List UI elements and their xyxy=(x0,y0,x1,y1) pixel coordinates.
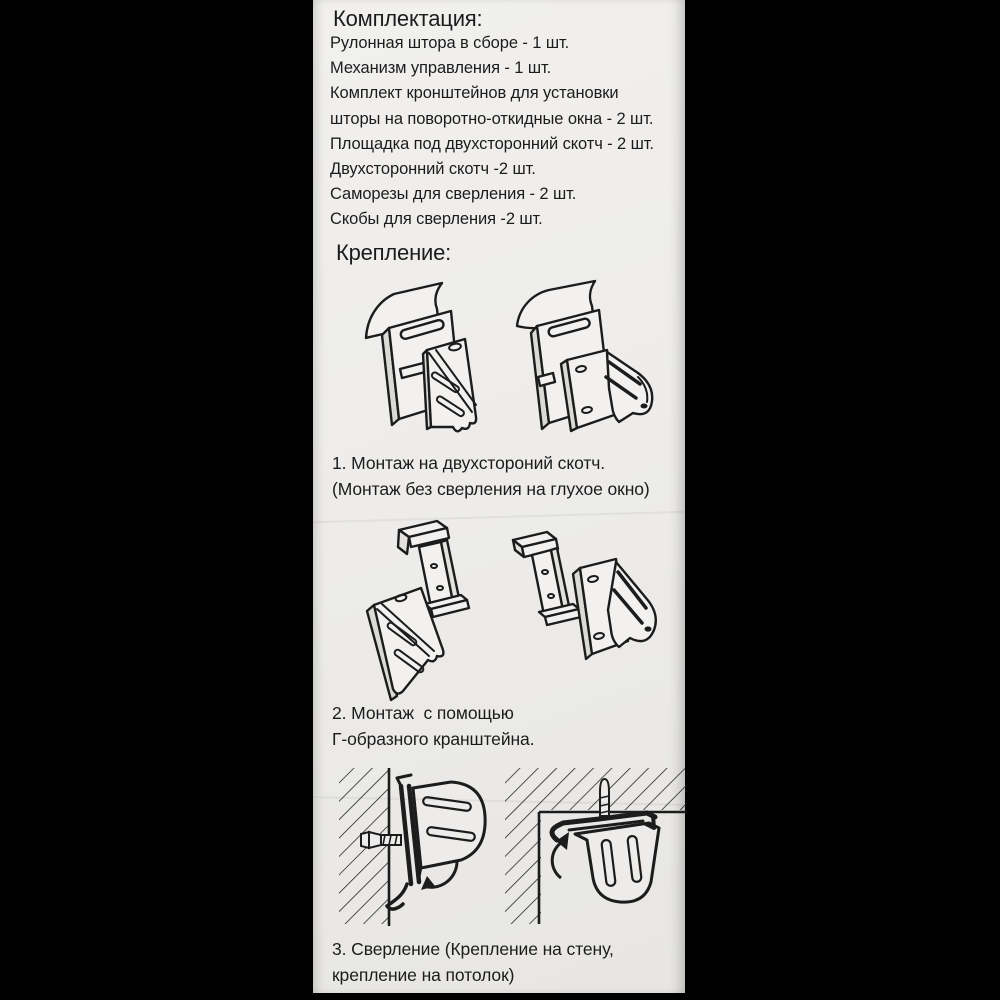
step3-caption xyxy=(332,936,614,988)
contents-item: Двухсторонний скотч -2 шт. xyxy=(330,160,536,179)
contents-item: Площадка под двухсторонний скотч - 2 шт. xyxy=(330,134,654,153)
wall-drilling-drawing xyxy=(339,768,485,926)
mounting-title: Крепление: xyxy=(336,240,452,265)
illustration-l-hook-and-bracket-icon xyxy=(341,510,511,702)
contents-item: Рулонная штора в сборе - 1 шт. xyxy=(330,34,570,52)
adhesive-pad-drawing xyxy=(366,283,476,431)
bracket-hanging-view xyxy=(552,813,659,902)
instruction-leaflet xyxy=(313,0,685,993)
ceiling-drilling-drawing xyxy=(505,768,687,924)
illustration-l-hook-bracket-mounted-icon xyxy=(499,510,684,702)
step1-caption xyxy=(332,450,650,502)
screw-icon xyxy=(600,779,609,816)
illustration-adhesive-pad-with-liner-icon xyxy=(343,276,503,448)
step2-caption xyxy=(332,700,534,752)
step1-line2: (Монтаж без сверления на глухое окно) xyxy=(332,479,650,499)
illustration-ceiling-drilling-icon xyxy=(503,766,689,928)
step3-line1: 3. Сверление (Крепление на стену, xyxy=(332,939,614,959)
illustration-wall-drilling-icon xyxy=(337,766,509,928)
screw-icon xyxy=(361,832,401,848)
step2-line2: Г-образного кранштейна. xyxy=(332,729,535,749)
step3-line2: крепление на потолок) xyxy=(332,965,515,985)
step2-line1: 2. Монтаж с помощью xyxy=(332,703,514,723)
contents-item: Механизм управления - 1 шт. xyxy=(330,59,552,78)
contents-title: Комплектация: xyxy=(333,6,483,31)
step1-line1: 1. Монтаж на двухстороний скотч. xyxy=(332,453,606,473)
contents-list xyxy=(330,31,654,233)
contents-item: Саморезы для сверления - 2 шт. xyxy=(330,185,577,204)
l-hook-mounted-drawing xyxy=(513,532,656,659)
contents-item: Скобы для сверления -2 шт. xyxy=(330,210,543,229)
illustration-adhesive-pad-bracket-mounted-icon xyxy=(505,276,680,456)
contents-item: шторы на поворотно-откидные окна - 2 шт. xyxy=(330,109,654,128)
contents-item: Комплект кронштейнов для установки xyxy=(330,84,619,103)
adhesive-pad-mounted-drawing xyxy=(517,281,652,431)
l-hook-drawing xyxy=(367,521,469,700)
